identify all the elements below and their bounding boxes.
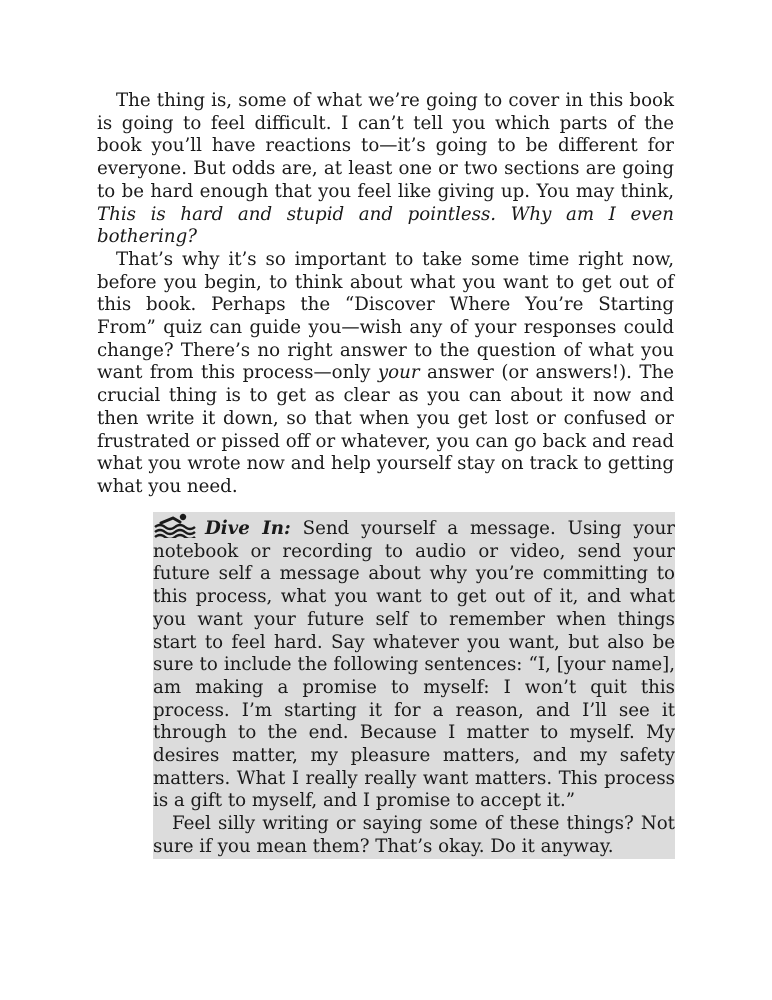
callout-followup: Feel silly writing or saying some of these things? Not sure if you mean them? That’s okay. Do it anyway.	[153, 813, 675, 857]
paragraph-1-italic-quote: This is hard and stupid and pointless. Why am I even bothering?	[97, 203, 674, 248]
callout-paragraph	[153, 512, 675, 813]
body-text	[97, 90, 674, 499]
paragraph-1	[97, 90, 674, 249]
dive-in-callout	[153, 512, 675, 859]
paragraph-1-text: The thing is, some of what we’re going to cover in this book is going to feel difficult. I can’t tell you which parts of the book you’ll have reactions to—it’s going to be different for everyone. But odds are, at least one or two sections are going to be hard enough that you feel like giving up. You may think,	[97, 90, 674, 202]
callout-text: Send yourself a message. Using your notebook or recording to audio or video, send your future self a message about why you’re committing to this process, what you want to get out of it, and what you want your future self to remember when things start to feel hard. Say whatever you want, but also be sure to include the following sentences: “I, [your name], am making a promise to myself: I won’t quit this process. I’m starting it for a reason, and I’ll see it through to the end. Because I matter to myself. My desires matter, my pleasure matters, and my safety matters. What I really really want matters. This process is a gift to myself, and I promise to accept it.”	[153, 518, 675, 812]
paragraph-2-text-a: That’s why it’s so important to take some time right now, before you begin, to think about what you want to get out of this book. Perhaps the “Discover Where You’re Starting From” quiz can guide you—wish any of your responses could change? There’s no right answer to the question of what you want from this process—only	[97, 248, 674, 384]
swimmer-waves-icon	[153, 512, 197, 538]
paragraph-2-text-b: answer (or answers!). The crucial thing is to get as clear as you can about it now and then write it down, so that when you get lost or confused or frustrated or pissed off or whatever, you can go back and read what you wrote now and help yourself stay on track to getting what you need.	[97, 362, 675, 497]
callout-heading: Dive In:	[205, 518, 291, 539]
paragraph-2-italic-word: your	[377, 362, 420, 384]
paragraph-2	[97, 249, 674, 499]
